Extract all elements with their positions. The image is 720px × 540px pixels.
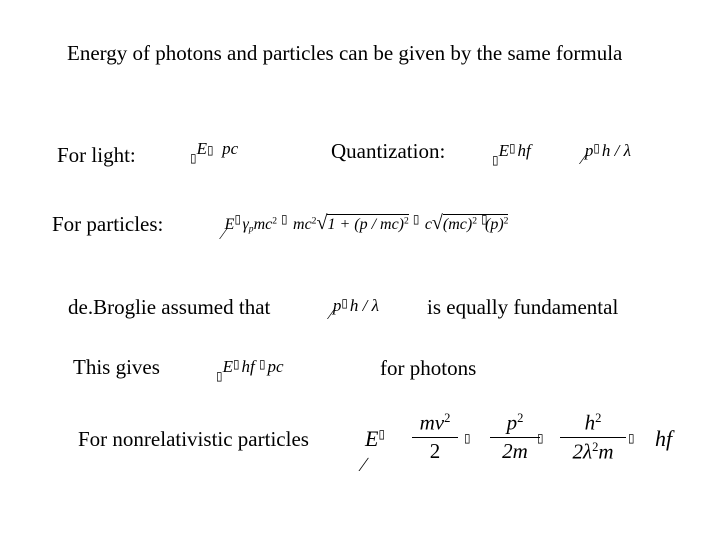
missing-glyph-icon: ▯ [207,143,214,157]
vector-arrow-icon: ∕ [582,149,585,168]
missing-glyph-icon: ▯ [537,431,544,445]
missing-glyph-icon: ▯ [281,212,288,226]
debroglie-formula: ∕p ▯ h / λ [330,296,379,323]
nonrel-rhs: hf [655,426,673,451]
debroglie-text: de.Broglie assumed that [68,295,271,319]
quantization-label: Quantization: [331,139,446,163]
missing-glyph-icon: ▯ [378,427,386,441]
gives-suffix: for photons [380,356,477,380]
missing-glyph-icon: ▯ [509,141,516,155]
light-formula: $_▯$E▯ pc [190,139,239,165]
particles-label: For particles: [52,212,164,236]
page-heading: Energy of photons and particles can be given by the same formula [67,41,623,65]
missing-glyph-icon: ▯ [216,369,223,383]
sqrt-sign-icon: √ [316,212,328,234]
fraction-kinetic: $mv^2$ 2 [412,412,458,462]
nonrel-lhs: E ▯ [365,426,386,451]
light-label: For light: [57,143,136,167]
quant-formula-energy: $_▯$E ▯ hf [492,141,531,167]
missing-glyph-icon: ▯ [481,212,488,226]
particles-formula: ∕E ▯ $\gamma_pmc^2$ ▯ $mc^2√1 + (p / mc)^2$ ▯ c√(mc)$^2$ ▯ $(p)^2$ [222,212,509,243]
gives-formula: $_▯$E ▯ hf ▯ pc [216,357,284,383]
fraction-momentum: $p^2$ 2m [490,412,540,462]
quant-formula-momentum: ∕p ▯ h / λ [582,141,631,168]
missing-glyph-icon: ▯ [412,212,420,226]
missing-glyph-icon: ▯ [492,153,499,167]
missing-glyph-icon: ▯ [464,431,471,445]
fraction-debroglie: $h^2$ $2\lambda^2m$ [560,412,626,463]
nonrel-text: For nonrelativistic particles [78,427,309,451]
missing-glyph-icon: ▯ [593,141,600,155]
missing-glyph-icon: ▯ [233,357,240,371]
missing-glyph-icon: ▯ [258,357,266,371]
missing-glyph-icon: ▯ [234,212,242,226]
gives-text: This gives [73,355,160,379]
vector-arrow-icon: ∕ [330,304,333,323]
vector-arrow-icon: ∕ [222,226,225,243]
missing-glyph-icon: ▯ [341,296,348,310]
vector-arrow-icon: ∕ [362,454,366,476]
sqrt-sign-icon: √ [431,212,443,234]
debroglie-suffix: is equally fundamental [427,295,619,319]
missing-glyph-icon: ▯ [628,431,635,445]
missing-glyph-icon: ▯ [190,151,197,165]
